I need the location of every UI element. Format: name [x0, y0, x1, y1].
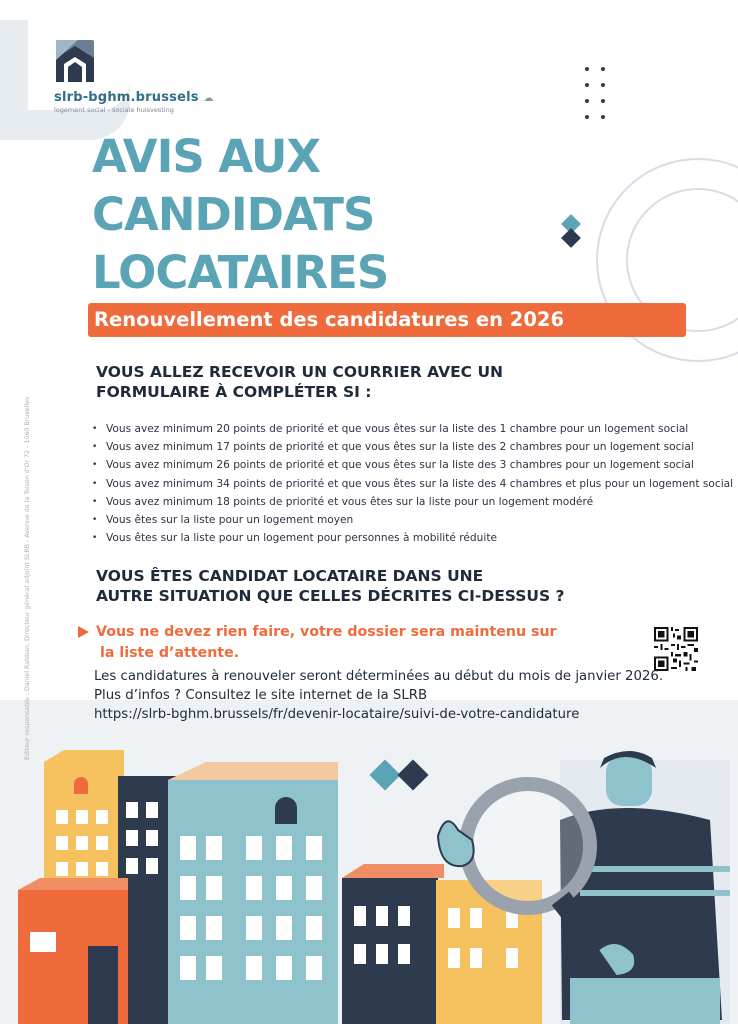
heading-1-line-2: FORMULAIRE À COMPLÉTER SI : — [96, 383, 372, 401]
page-title — [92, 128, 512, 302]
logo-tagline: logement social - sociale huisvesting — [54, 106, 174, 114]
heading-2-line-2: AUTRE SITUATION QUE CELLES DÉCRITES CI-DESSUS ? — [96, 587, 565, 605]
legal-publisher-text: Editeur responsable : Daniel Rabban, Directeur général adjoint SLRB - Avenue de la Toison d'Or 72 - 1060 Bruxelles — [24, 396, 31, 760]
section-heading-courrier — [96, 362, 556, 402]
qr-code-icon[interactable] — [654, 627, 698, 671]
logo-name-suffix: .brussels — [130, 90, 199, 105]
info-block — [94, 667, 714, 724]
no-action-line-2: la liste d’attente. — [100, 645, 240, 661]
info-line-1: Les candidatures à renouveler seront déterminées au début du mois de janvier 2026. — [94, 669, 664, 684]
title-line-1: AVIS AUX — [92, 130, 321, 183]
house-logo-icon — [52, 38, 98, 86]
arrow-right-icon — [78, 626, 89, 638]
title-line-3: LOCATAIRES — [92, 246, 389, 299]
info-url-link[interactable]: https://slrb-bghm.brussels/fr/devenir-locataire/suivi-de-votre-candidature — [94, 707, 580, 722]
logo-wordmark — [54, 90, 214, 105]
list-item: • Vous êtes sur la liste pour un logement pour personnes à mobilité réduite — [92, 529, 712, 547]
logo-name-main: slrb-bghm — [54, 90, 131, 105]
heading-1-line-1: VOUS ALLEZ RECEVOIR UN COURRIER AVEC UN — [96, 363, 504, 381]
list-item: • Vous avez minimum 17 points de priorité et que vous êtes sur la liste des 2 chambres pour un logement social — [92, 438, 712, 456]
no-action-line-1: Vous ne devez rien faire, votre dossier sera maintenu sur — [96, 624, 557, 640]
dots-grid-icon — [584, 66, 608, 122]
list-item: • Vous avez minimum 34 points de priorité et que vous êtes sur la liste des 4 chambres et plus pour un logement social — [92, 475, 712, 493]
criteria-list — [92, 420, 734, 547]
info-line-2: Plus d’infos ? Consultez le site internet de la SLRB — [94, 688, 428, 703]
no-action-message — [96, 622, 566, 664]
logo-cloud-icon: ☁ — [203, 93, 214, 104]
list-item: • Vous avez minimum 20 points de priorité et que vous êtes sur la liste des 1 chambre pour un logement social — [92, 420, 712, 438]
list-item: • Vous avez minimum 26 points de priorité et que vous êtes sur la liste des 3 chambres pour un logement social — [92, 456, 712, 474]
heading-2-line-1: VOUS ÊTES CANDIDAT LOCATAIRE DANS UNE — [96, 567, 484, 585]
list-item: • Vous êtes sur la liste pour un logement moyen — [92, 511, 712, 529]
subtitle-banner: Renouvellement des candidatures en 2026 — [88, 303, 686, 337]
list-item: • Vous avez minimum 18 points de priorité et vous êtes sur la liste pour un logement modéré — [92, 493, 712, 511]
buildings-magnifier-illustration — [0, 740, 738, 1024]
navy-diamond-icon — [561, 228, 581, 248]
title-line-2: CANDIDATS — [92, 188, 375, 241]
section-heading-autre-situation — [96, 566, 616, 606]
